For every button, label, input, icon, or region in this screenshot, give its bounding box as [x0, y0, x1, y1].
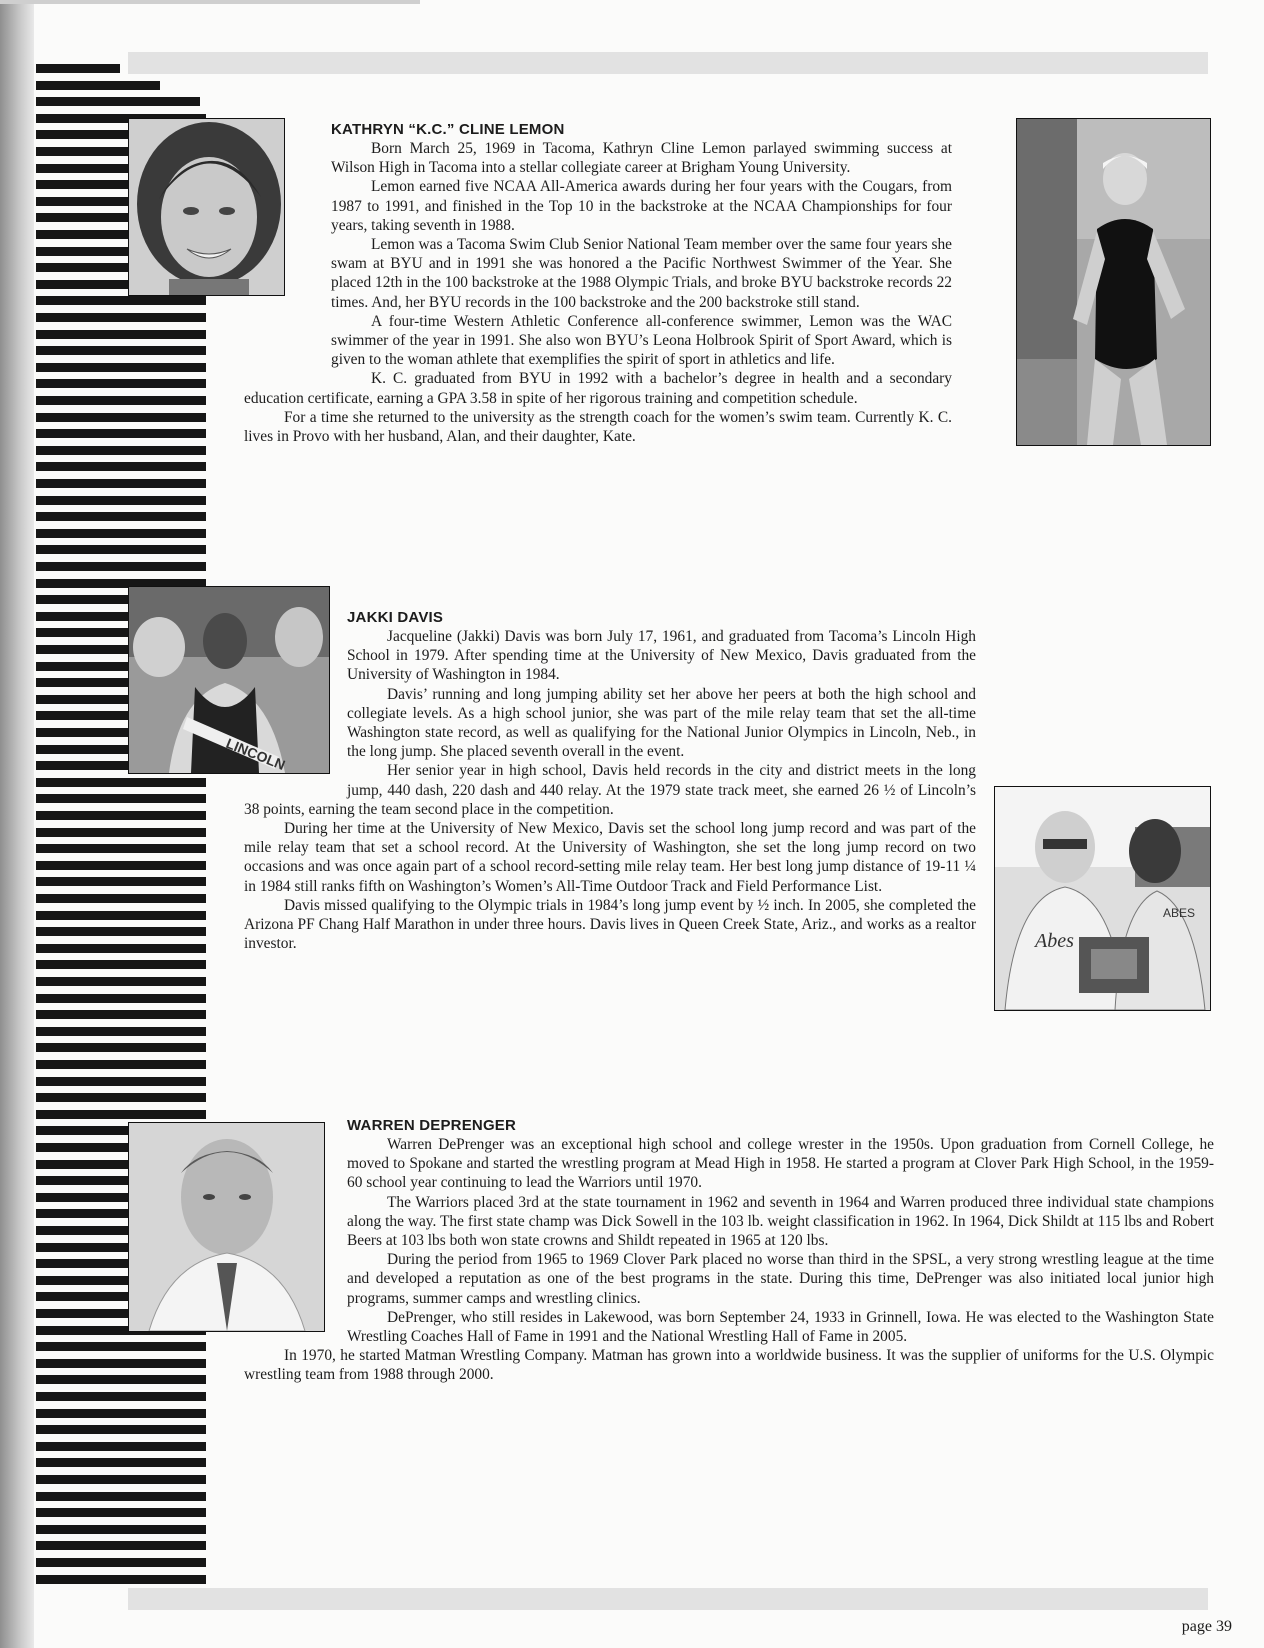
decorative-stripe	[36, 778, 206, 787]
article-heading: KATHRYN “K.C.” CLINE LEMON	[331, 121, 565, 138]
bottom-gray-band	[128, 1588, 1208, 1610]
decorative-stripe	[36, 313, 206, 322]
decorative-stripe	[36, 545, 206, 554]
article-paragraph: Warren DePrenger was an exceptional high school and college wrester in the 1950s. Upon graduation from Cornell College, he moved to Spokane and started the wrestling program at Mead High in 1958. He started a program at Clover Park High School, in the 1959-60 school year continuing to lead the Warriors until 1970.	[347, 1136, 1214, 1192]
decorative-stripe	[36, 379, 206, 388]
article-paragraph: Born March 25, 1969 in Tacoma, Kathryn Cline Lemon parlayed swimming success at Wilson High in Tacoma into a stellar collegiate career at Brigham Young University.	[331, 140, 952, 177]
binding-shadow	[0, 0, 34, 1648]
article-paragraph: During her time at the University of New Mexico, Davis set the school long jump record and was part of the mile relay team that set a school record. At the University of Washington, she set the long jump record on two occasions and was once again part of a school record-setting mile relay team. Her best long jump distance of 19-11 ¼ in 1984 still ranks fifth on Washington’s Women’s All-Time Outdoor Track and Field Performance List.	[244, 820, 976, 895]
article-paragraph: The Warriors placed 3rd at the state tournament in 1962 and seventh in 1964 and Warren produced three individual state champions along the way. The first state champ was Dick Sowell in the 103 lb. weight classification in 1962. In 1964, Dick Shildt at 115 lbs and Robert Beers at 103 lbs both won state crowns and Shildt repeated in 1965 at 120 lbs.	[347, 1193, 1214, 1250]
decorative-stripe	[36, 1541, 206, 1550]
decorative-stripe	[36, 81, 160, 90]
decorative-stripe	[36, 512, 206, 521]
decorative-stripe	[36, 844, 206, 853]
decorative-stripe	[36, 1110, 206, 1119]
decorative-stripe	[36, 828, 206, 837]
article-paragraph: Jacqueline (Jakki) Davis was born July 17, 1961, and graduated from Tacoma’s Lincoln High School in 1979. After spending time at the University of New Mexico, Davis graduated from the University of Washington in 1984.	[347, 628, 976, 684]
article-lemon	[244, 120, 1214, 458]
decorative-stripe	[36, 861, 206, 870]
decorative-stripe	[36, 296, 206, 305]
decorative-stripe	[36, 1077, 206, 1086]
decorative-stripe	[36, 911, 206, 920]
decorative-stripe	[36, 877, 206, 886]
article-paragraph: Davis missed qualifying to the Olympic trials in 1984’s long jump event by ½ inch. In 2005, she completed the Arizona PF Chang Half Marathon in under three hours. Davis lives in Queen Creek State, Ariz., and works as a realtor investor.	[244, 896, 976, 953]
decorative-stripe	[36, 413, 206, 422]
abes-jersey-text: ABES	[1163, 906, 1196, 920]
decorative-stripe	[36, 1508, 206, 1517]
decorative-stripe	[36, 794, 206, 803]
decorative-stripe	[36, 994, 206, 1003]
top-rule	[0, 0, 420, 4]
article-deprenger	[244, 1116, 1214, 1385]
decorative-stripe	[36, 960, 206, 969]
decorative-stripe	[36, 446, 206, 455]
decorative-stripe	[36, 330, 206, 339]
decorative-stripe	[36, 1492, 206, 1501]
article-paragraph: For a time she returned to the university as the strength coach for the women’s swim team. Currently K. C. lives in Provo with her husband, Alan, and their daughter, Kate.	[244, 408, 952, 446]
decorative-stripe	[36, 927, 206, 936]
article-paragraph: Davis’ running and long jumping ability set her above her peers at both the high school and collegiate levels. As a high school junior, she was part of the mile relay team that set the all-time Washington state record, as well as qualifying for the National Junior Olympics in Lincoln, Neb., in the long jump. She placed seventh overall in the event.	[347, 685, 976, 761]
article-paragraph: During the period from 1965 to 1969 Clover Park placed no worse than third in the SPSL, a very strong wrestling league at the time and developed a reputation as one of the best programs in the state. During this time, DePrenger was also initiated local junior high programs, summer camps and wrestling clinics.	[347, 1251, 1214, 1307]
decorative-stripe	[36, 1409, 206, 1418]
decorative-stripe	[36, 977, 206, 986]
decorative-stripe	[36, 1458, 206, 1467]
decorative-stripe	[36, 944, 206, 953]
decorative-stripe	[36, 529, 206, 538]
article-heading: JAKKI DAVIS	[347, 609, 444, 626]
decorative-stripe	[36, 64, 120, 73]
decorative-stripe	[36, 346, 206, 355]
decorative-stripe	[36, 479, 206, 488]
decorative-stripe	[36, 1010, 206, 1019]
article-heading: WARREN DEPRENGER	[347, 1117, 517, 1134]
decorative-stripe	[36, 1442, 206, 1451]
article-paragraph: Her senior year in high school, Davis held records in the city and district meets in the long jump, 440 dash, 220 dash and 440 relay. At the 1979 state track meet, she earned 26 ½ of Lincoln’s 38 points, earning the team second place in the competition.	[244, 762, 976, 818]
decorative-stripe	[36, 429, 206, 438]
decorative-stripe	[36, 462, 206, 471]
article-paragraph: In 1970, he started Matman Wrestling Company. Matman has grown into a worldwide business. It was the supplier of uniforms for the U.S. Olympic wrestling team from 1988 through 2000.	[244, 1347, 1214, 1384]
decorative-stripe	[36, 562, 206, 571]
decorative-stripe	[36, 363, 206, 372]
article-paragraph: K. C. graduated from BYU in 1992 with a bachelor’s degree in health and a secondary education certificate, earning a GPA 3.58 in spite of her rigorous training and competition schedule.	[244, 370, 952, 407]
decorative-stripe	[36, 1392, 206, 1401]
decorative-stripe	[36, 811, 206, 820]
decorative-stripe	[36, 1575, 206, 1584]
article-paragraph: A four-time Western Athletic Conference all-conference swimmer, Lemon was the WAC swimmer of the year in 1991. She also won BYU’s Leona Holbrook Spirit of Sport Award, which is given to the woman athlete that exemplifies the spirit of sport in athletics and life.	[331, 312, 952, 369]
decorative-stripe	[36, 1060, 206, 1069]
article-paragraph: Lemon was a Tacoma Swim Club Senior National Team member over the same four years she swam at BYU and in 1991 she was honored a the Pacific Northwest Swimmer of the Year. She placed 12th in the 100 backstroke at the 1988 Olympic Trials, and broke BYU backstroke records 22 times. And, her BYU records in the 100 backstroke and the 200 backstroke still stand.	[331, 236, 952, 311]
decorative-stripe	[36, 1475, 206, 1484]
lincoln-jersey-text: LINCOLN	[223, 734, 288, 773]
article-paragraph: Lemon earned five NCAA All-America awards during her four years with the Cougars, from 1987 to 1991, and finished in the Top 10 in the backstroke at the NCAA Championships for four years, taking seventh in 1988.	[331, 178, 952, 234]
decorative-stripe	[36, 1342, 206, 1351]
decorative-stripe	[36, 1425, 206, 1434]
page-number: page 39	[1181, 1618, 1232, 1635]
decorative-stripe	[36, 1375, 206, 1384]
abes-script-text: Abes	[1035, 930, 1074, 952]
decorative-stripe	[36, 1359, 206, 1368]
decorative-stripe	[36, 1027, 206, 1036]
decorative-stripe	[36, 496, 206, 505]
decorative-stripe	[36, 1093, 206, 1102]
decorative-stripe	[36, 894, 206, 903]
top-gray-band	[128, 52, 1208, 74]
article-paragraph: DePrenger, who still resides in Lakewood, was born September 24, 1933 in Grinnell, Iowa. He was elected to the Washington State Wrestling Coaches Hall of Fame in 1991 and the National Wrestling Hall of Fame in 2005.	[347, 1308, 1214, 1346]
decorative-stripe	[36, 97, 200, 106]
decorative-stripe	[36, 1525, 206, 1534]
decorative-stripe	[36, 396, 206, 405]
decorative-stripe	[36, 1558, 206, 1567]
decorative-stripe	[36, 1043, 206, 1052]
article-davis	[244, 608, 1214, 1018]
